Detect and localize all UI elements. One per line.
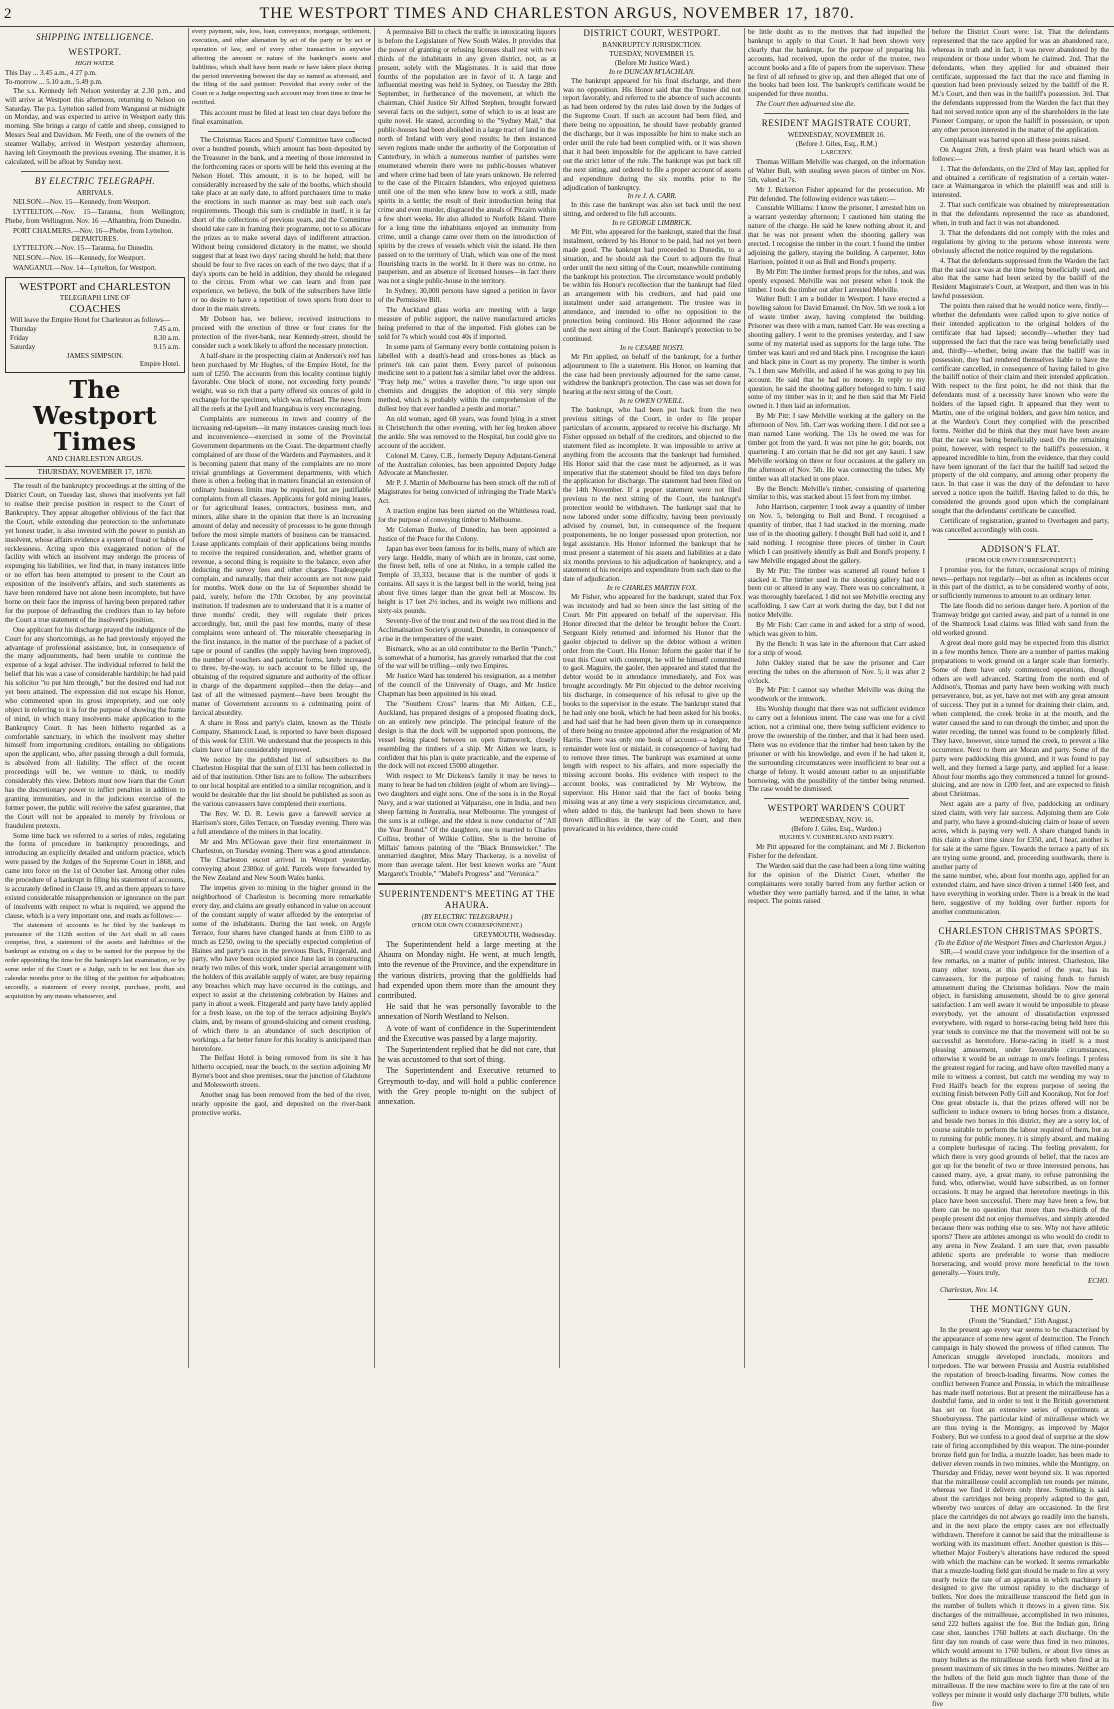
news-paragraph: Mr P. J. Martin of Melbourne has been struck off the roll of Magistrates for being convicted of infringing the Trade Mark's Act. (378, 479, 556, 506)
coach-ad-title: WESTPORT and CHARLESTON (19, 281, 171, 294)
warden-court-before: (Before J. Giles, Esq., Warden.) (791, 825, 882, 834)
superintendent-paragraph: The Superintendent held a large meeting at the Ahaura on Monday night. He went, at much length, into the revenue of the Province, and the expenditure in the various districts, proving that the goldfields had had expended upon them more than the amount they contributed. (378, 939, 556, 1000)
addisons-flat-correspondent: (FROM OUR OWN CORRESPONDENT.) (965, 556, 1076, 564)
warden-paragraph: Complainant was barred upon all these points raised. (940, 135, 1091, 144)
superintendent-paragraph: The Superintendent and Executive returned to Greymouth to-day, and will hold a public conference with the Grey people to-night on the subject of annexation. (378, 1066, 556, 1106)
page-number: 2 (4, 6, 12, 22)
warden-paragraph: Certificate of registration, granted to Overhagen and party, was cancelled accordingly with costs. (932, 516, 1109, 534)
coach-ad-hotel: Empire Hotel. (139, 360, 180, 369)
superintendent-paragraph: A vote of want of confidence in the Superintendent and the Executive was passed by a large majority. (378, 1023, 556, 1043)
divider (208, 131, 355, 132)
news-paragraph: In some parts of Germany every bottle containing poison is labelled with a death's-head and cross-bones as black as printer's ink can paint them. Every parcel of poisonous medicine sent to a patient has a similar label over the address. "Pray help me," writes a traveller there, "to urge upon our chemists and druggists the adoption of this very simple method, which is probably within the comprehension of the dullest boy that ever handled a pestle and mortar." (378, 342, 556, 414)
columns (2, 28, 1112, 1709)
rm-paragraph: By Mr Pitt: The timber formed props for the tubes, and was openly exposed. Melville was not present when I took the timber. I took the timber out after I arrested Melville. (748, 267, 925, 294)
warden-paragraph: The Warden said that the case had been a long time waiting for the opinion of the District Court, whether the complainants were totally barred from any further action or whether they were partially barred, and if the latter, in what respect. The points raised (748, 861, 925, 906)
case-text: The bankrupt appeared for his final discharge, and there was no opposition. His Honor said that the Trustee did not report favorably, and referred to the absence of such accounts as had been ordered by the rules laid down by the Judges of the Supreme Court. If such an account had been filed, and there being no opposition, he should have probably granted the discharge, but it was impossible for him to make such an order until the rule had been complied with, or it was shown that it had been impossible for the applicant to have carried out the strict letter of the rule. The bankrupt was put back till the next sitting, and ordered to file a proper account of assets and expenditure during the six months prior to the adjudication of bankruptcy. (563, 76, 741, 192)
superintendent-heading: SUPERINTENDENT'S MEETING AT THE AHAURA. (378, 889, 556, 911)
addisons-paragraph: A great deal more gold may be expected from this district in a few months hence. There are a number of parties making preparations to work ground on a larger scale than formerly. Some of them have only commenced operations, though others are well advanced. Starting from the north end of Addison's, Thomas and party have been working with much perseverance, but, as yet, have not met with any great amount of success. They put in a tunnel for draining their claim, and, when completed, the creek broke in at the mouth, and the water caused the sand to run through the timber, and upon the water receding, the tunnel was found to be completely filled. They have, however, since turned the creek, to prevent a like occurrence. Next to them are Moran and party. Some of the party were paddocking this ground, and it was found to pay well, and they formed a large party, and applied for a lease. About four months ago they commenced a tunnel for ground-sluicing, and are now in 1200 feet, and are expected to finish about Christmas. (932, 638, 1109, 799)
divider (764, 798, 909, 799)
warden-paragraph: On August 26th, a fresh plaint was heard which was as follows:— (932, 145, 1109, 163)
rm-paragraph: By Mr Pitt: I saw Melville working at the gallery on the afternoon of Nov. 5th. Carr was working there. I did not see a man named Lane working. The 13s he owed me was for timber got from the yard. It was not pine he got; boards, not quartering. I am certain that he did not get any kauri. I saw Melville working on three or four occasions at the gallery on the afternoon of Nov. 5th. He was connecting the tubes. My timber was all stacked in one place. (748, 412, 925, 483)
district-court-date: TUESDAY, NOVEMBER 15. (609, 49, 695, 58)
montigny-paragraph: In the present age every war seems to be characterised by the appearance of some new agent of destruction. The French campaign in Italy showed the prowess of rifled cannon. The American struggle developed ironclads, monitors and torpedoes. The war between Prussia and Austria established the reputation of breech-loading firearms. Now comes the conflict between France and Prussia, in which the mitrailleuse has made itself notorious. But at present the mitrailleuse has a doubtful fame, and in order to test it the British government has set on foot an extensive series of experiments at Shoeburyness. The particular kind of mitrailleuse which we are thus trying is the Montigny, as improved by Major Fosbery. But we confess to a good deal of surprise at the slow rate of firing accomplished by this weapon. The nine-pounder bronze field gun for India, a muzzle loader, has been made to deliver eleven rounds in two minutes, while the Montigny, on Thursday and Friday, never went beyond six. It was reported that the mitrailleuse could accomplish ten rounds per minute, whereas we find it delivers only three. Something is said about the cartridges not being properly adapted to the gun, whereby two sources of delay are occasioned. In the first place the cartridges do not always go readily into the barrels, and in the next place the empty cases are not effectually withdrawn. Therefore it cannot be said that the mitrailleuse is working with its maximum effect. Another question is this—whether Major Fosbery's alterations have reduced the speed with which the machine can be worked. It seems remarkable that a muzzle-loading field gun should be made to fire at very nearly twice the rate of an apparatus in which machinery is designed to give the utmost rapidity to the discharge of bullets. Nor does the mitrailleuse transcend the field gun in the number of bullets which it throws in a given time. Six discharges of the mitrailleuse, accomplished in two minutes, send 222 bullets against the foe. But the Indian gun, firing case shot, launches 1760 bullets at each discharge. On the first day ten rounds of case were thus fired in two minutes, which would amount to 1760 bullets, or about five times as many bullets as the mitrailleuse sends forth when fired at its present maximum of six times in the two minutes. Neither are the bullets of the field gun much lighter than those of the mitrailleuse. If the new machine were to fire at the rate of ten volleys per minute it would only discharge 370 bullets, while five (932, 1326, 1109, 1709)
addisons-paragraph: the same number, who, about four months ago, applied for an extended claim, and have since driven a tunnel 1400 feet, and have everything in working order. There is a break in the lead here, suggestive of my holding over further reports for another communication. (932, 872, 1109, 917)
warden-court-heading: WESTPORT WARDEN'S COURT (767, 803, 906, 814)
district-court-subheading: BANKRUPTCY JURISDICTION. (602, 41, 702, 49)
xmas-letter-paragraph: SIR,—I would crave your indulgence for the insertion of a few remarks, on a matter of public interest. Charleston, like many other towns, at this period of the year, has its canvassers, for the purpose of raising funds to furnish amusement during the Christmas holidays. Now the main object, in furnishing amusement, should be to give general satisfaction. I am well aware it would be impossible to please everybody, yet the amount of dissatisfaction expressed everywhere, with regard to horse-racing being held here this year tends to convince me that the movement will not be so successful as heretofore. Horse-racing in itself is a most pleasing amusement, under favourable circumstances, otherwise it would be an outrage to one's feelings. I profess the greatest regard for racing, and have often travelled many a mile to witness a contest, but catch me wending my way to Fred Haill's beach for the express purpose of seeing the exciting finish between Polly Gill and Koorakup, Not for Joe! One great obstacle is, that the prizes offered will not be sufficient to induce owners to bring horses from a distance, and beside two horses in this district, they are a sorry lot, of course suitable to perform the labour required of them, but as to running for public money, it is simply absurd, and making a complete burlesque of racing. The feeling prevalent, for which there is very good grounds of belief, that the races are got up for the benefit of two or three interested persons, has caused many, aye, a great many, to refuse patronising the fund, who, otherwise, would have subscribed, as on former occasions. It may be argued that heretofore meetings in this place have been successful. There may have been a few, but there can be no question that more than two-thirds of the people present did not enjoy themselves, and simply attended because there was nothing else to see. Why not have athletic sports? There are athletes amongst us who would do credit to any arena in New Zealand. I am sure that, even passable athletic sports are preferable to worse than mediocre horseracing, and would prove more beneficial to the town generally.—Yours truly, (932, 947, 1109, 1277)
superintendent-paragraph: The Superintendent replied that he did not care, that he was accustomed to that sort of thing. (378, 1044, 556, 1065)
warden-paragraph: 4. That the defendants suppressed from the Warden the fact that the said race was at the time being beneficially used, and also that the same had been seized by the bailiff of the Resident Magistrate's Court, at Westport, and then was in his lawful possession. (932, 256, 1109, 301)
news-paragraph: Another snag has been removed from the bed of the river, nearly opposite the gaol, and deposited on the river-bank protective works. (192, 1091, 371, 1117)
column-1 (2, 28, 188, 1368)
coach-advertisement (5, 277, 185, 373)
coach-ad-subtitle: TELEGRAPH LINE OF (59, 294, 131, 303)
coach-ad-owner: JAMES SIMPSON. (66, 351, 124, 360)
news-paragraph: Mr Coleman Burke, of Dunedin, has been appointed a Justice of the Peace for the Colony. (378, 525, 556, 543)
news-paragraph: The Charleston escort arrived in Westport yesterday, conveying about 2300oz of gold. Parcels were forwarded by the New Zealand and New South Wales banks. (192, 856, 371, 883)
news-paragraph: A permissive Bill to check the traffic in intoxicating liquors is before the Legislature of New South Wales. It provides that the power of granting or refusing licenses shall rest with two thirds of the inhabitants in any given district, not, as at present, solely with the Magistrates. It is said that three fourths of the population are in favor of it. A large and influential meeting was held in Sydney, on Tuesday the 28th September, in furtherance of the movement, at which the chairman, Chief Justice Sir Alfred Stephen, brought forward several facts on the subject, some of which to us at least are quite novel. He stated, according to the "Sydney Mail," that public-houses had been abolished in a large tract of land in the north of Ireland with very good results; he then instanced seven regions made under the authority of the Corporation of Canterbury, in which a numerous number of parishes were enumerated wherein there were no public-houses whatever and where crime had been of late years unknown. He referred to the case of the Pitcairn Islanders, who enjoyed quietness until one of the men who knew how to work a still, made spirits in a kettle; the result of their introduction being that crime and even murder, disgraced the annals of Pitcairn within a few short weeks. He also alluded to Norfolk Island. There for a long time the inhabitants enjoyed an immunity from crime, until a change came over them on the introduction of spirits by the crews of vessels which visit the island. He then passed on to the territory of Utah, which was one of the most flourishing tracts in the world. In it there was no crime, no pauperism, and an absence of licensed houses—in fact there was not a single public-house in the territory. (378, 28, 556, 286)
rm-paragraph: His Worship thought that there was not sufficient evidence to carry out a felonious intent. The case was one for a civil action, not a criminal one, there being sufficient evidence to prove the ownership of the timber, and that it had been used. There was no evidence that the timber had been taken by the prisoner or with his knowledge, and even if he had taken it, the surrounding circumstances were insufficient to bear out a charge of felony. It would amount rather to an unjustifiable borrowing, with the possibility of the timber being returned. The case would be dismissed. (748, 705, 925, 794)
editorial-dateline: THURSDAY, NOVEMBER 17, 1870. (5, 466, 185, 479)
warden-court-case: HUGHES V. CUMBERLAND AND PARTY. (779, 834, 894, 842)
column-4 (559, 28, 744, 1368)
news-paragraph: We notice by the published list of subscribers to the Charleston Hospital that the sum of £131 has been collected in aid of that institution. Other lists are to follow. The subscribers to our local hospital are entitled to a similar recognition, and it would be desirable that the list should be published as soon as the various canvassers have completed their exertions. (192, 755, 371, 809)
warden-paragraph: Mr Pitt appeared for the complainant, and Mr J. Bickerton Fisher for the defendant. (748, 843, 925, 860)
westport-heading: WESTPORT. (68, 47, 122, 57)
news-paragraph: Bismarck, who as an old contributor to the Berlin "Punch," is somewhat of a humorist, has gravely remarked that the cost of the war will be trifling—only two Empires. (378, 644, 556, 671)
news-paragraph: A traction engine has been started on the Whittlesea road, for the purpose of conveying timber to Melbourne. (378, 507, 556, 524)
case-title: In re CESARE NOSTI. (620, 343, 684, 352)
rm-paragraph: By Mr Pitt: I cannot say whether Melville was doing the woodwork or the ironwork. (748, 686, 925, 704)
addisons-paragraph: I promise you, for the future, occasional scraps of mining news—perhaps not regularly—but as often as incidents occur in this part of the district, as to be considered worthy of note, or sufficiently numerous to amount to an ordinary letter. (932, 565, 1109, 601)
case-text: Mr Pitt, who appeared for the bankrupt, stated that the final instalment, ordered by his Honor to be paid, had not yet been made good. The bankrupt had proceeded to Dunedin, to a situation, and he should ask the Court to adjourn the final order until the next sitting of the Court, meanwhile continuing the bankrupt his protection. The circumstance would probably be within his Honor's recollection that the bankrupt had filed an arrangement with his creditors, and had paid one instalment under said arrangement. The trustee was in attendance, and intended to offer no opposition to the protection being continued. His Honor adjourned the case until the next sitting of the Court. Bankrupt's protection to be continued. (563, 228, 741, 343)
coach-ad-word: COACHES (69, 302, 121, 315)
divider (21, 171, 169, 172)
arrival-entry: LYTTELTON.—Nov. 15—Taranna, from Wellington; Phebe, from Wellington. Nov. 16 —Alhambra, from Dunedin. (5, 207, 185, 225)
case-text: Mr Fisher, who appeared for the bankrupt, stated that Fox was incustody and had so been since the last sitting of the Court. Mr Pitt appeared on behalf of the supervisor. His Honor directed that the debtor be brought before the Court. Sergeant Kiely returned and informed his Honor that the gaoler objected to deliver up the debtor without a written order from the Court. His Honor: Inform the gaoler that if he treat this Court with contempt, he will be himself committed to gaol. Maguire, the gaoler, then appeared and stated that the debtor would be in attendance immediately, and Fox was brought accordingly. Mr Pitt objected to the debtor receiving his discharge, in consequence of his refusal to give up the books to the supervisor in the estate. The bankrupt stated that he had only one book, which he had been asked for his books, and had said that he had been given them up in consequence of there being no trustee appointed after the resignation of Mr Harris. There was only one book of account—a ledger, the remainder were lost or mislaid, in consequence of having had to remove three times. The bankrupt was examined at some length with respect to his affairs, and more especially the missing account books. His evidence with respect to the account books, was contradicted by Mr Wybrow, the supervisor. His Honor said that the fact of books being missing was at any time a very suspicious circumstance, and, when added to this, the bankrupt had been shown to have thrown difficulties in the way of the Court, and then prevaricated in his evidence, there could (563, 593, 741, 833)
warden-paragraph: 1. That the defendants, on the 23rd of May last, applied for and obtained a certificate of registration of a certain water-race at Waimangaroa in which the plaintiff was and still is interested. (932, 164, 1109, 200)
news-paragraph: An old woman, aged 68 years, was found lying in a street in Christchurch the other evening, with her leg broken above the ankle. She was removed to the Hospital, but could give no account of the accident. (378, 414, 556, 450)
xmas-letter-signature: ECHO. (1087, 1277, 1109, 1286)
warden-court-date: WEDNESDAY, NOV. 16. (799, 816, 874, 825)
news-paragraph: Seventy-five of the trout and two of the sea trout died in the Acclimatisation Society's ground, Dunedin, in consequence of a rise in the temperature of the water. (378, 616, 556, 643)
coach-time-row: Saturday 9.15 a.m. (10, 342, 180, 351)
warden-paragraph: The points then raised that he would notice were, firstly—whether the defendants were called upon to give notice of their intended application to the original holders of the certificate that had lapsed; secondly—whether they had suppressed the fact that the race was being beneficially used and, thirdly—whether, being aware that the bailiff was in possession, they had rendered themselves liable to have the certificate cancelled, in consequence of having failed to give the bailiff notice of their claim and their intended application. With respect to the first point, he did not think that the defendants must of a necessity have known who were the holders of the lapsed right. It appeared that they went to Martin, one of the original holders, and gave him notice, and at the Warden's Court they complied with the prescribed forms. Neither did he think that they must have been aware that the race was being beneficially used. On the remaining point, however, with respect to the bailiff's possession, it appeared incredible to him, from the evidence, that they could have been ignorant of the fact that the bailiff had seized the property of the old company, and among other property the race. In that case it was the duty of the defendant to have served a notice upon the bailiff. Having failed to do this, he considered the grounds good upon which the complainant sought that the defendants' certificate be cancelled. (932, 302, 1109, 516)
departure-entry: NELSON.—Nov. 16—Kennedy, for Westport. (13, 254, 146, 263)
rm-paragraph: John Harrison, carpenter: I took away a quantity of timber on Nov. 5, belonging to Bull and Bond. I recognised a quantity of timber, that I had stacked in the morning, made use of in the shooting gallery. I thought Bull had sold it, and I said nothing. I recognise three pieces of timber in Court which I can positively identify as Bull and Bond's property. I saw Melville engaged about the gallery. (748, 503, 925, 565)
rm-paragraph: Thomas William Melville was charged, on the information of Walter Bull, with stealing seven pieces of timber on Nov. 5th, valued at 7s. (748, 157, 925, 184)
arrivals-heading: ARRIVALS. (76, 188, 114, 197)
addisons-paragraph: The late floods did no serious danger here. A portion of the Tramway bridge got carried away, and part of a tunnel in one of the Shamrock Lead claims was filled with sand from the old worked ground. (932, 602, 1109, 637)
page-header (0, 0, 1114, 27)
court-closing: The Court then adjourned sine die. (756, 100, 856, 109)
editorial-paragraph: Some time back we referred to a series of rules, regulating the forms of procedure in bankruptcy proceedings, and introducing an explicitly detailed and uniform practice, which were passed by the Judges of the Supreme Court in 1868, and came into force on the 1st of October last. Among other rules the procedure of a bankrupt in filing his statement of accounts, is accurately defined in Clause 19, and as there appears to have existed considerable misapprehension or ignorance on the part of insolvents with respect to what is required, we append the clause, which is a very important one, and reads as follows:— (5, 831, 185, 920)
shipping-text: The s.s. Kennedy left Nelson yesterday at 2.30 p.m., and will arrive at Westport this afternoon, returning to Nelson on Saturday. The p.s. Lyttelton sailed from Wanganui at midnight on Monday, and was expected to arrive in Westport early this morning. She brings a cargo of cattle and sheep, consigned to Messrs Seal and Davidson. Mr Feeth, one of the owners of the steamer Wallaby, arrived in Westport yesterday afternoon, having left Greymouth the previous evening. The steamer, it is calculated, will be afloat by Sunday next. (5, 86, 185, 166)
rm-court-before: (Before J. Giles, Esq., R.M.) (795, 140, 878, 149)
news-paragraph: Colonel M. Carey, C.B., formerly Deputy Adjutant-General of the Australian colonies, has been appointed Deputy Judge Advocate at Manchester. (378, 451, 556, 478)
editorial-paragraph: The result of the bankruptcy proceedings at the sitting of the District Court, on Tuesday last, shows that insolvents yet fail to realise their precise position in respect to the Court of Bankruptcy. They appear altogether oblivious of the fact that the Court, while extending due protection to the unfortunate yet honest trader, is also invested with the power to punish an insolvent, whose affairs evidence a system of fraud or habits of recklessness. Acting upon this exaggerated notion of the facility with which an insolvent may undergo the process of expunging his liabilities, we find that, in many instances little or no effort has been attempted to present to the Court an exposition of the insolvent's affairs, and such statements as have been rendered have not alone been incomplete, but have borne on their face the impress of having been prepared rather for the purpose of defrauding the creditors than to lay before the Court a true statement of the insolvent's position. (5, 482, 185, 624)
addisons-flat-heading: ADDISON'S FLAT. (980, 543, 1061, 554)
page-header-title: THE WESTPORT TIMES AND CHARLESTON ARGUS, NOVEMBER 17, 1870. (259, 5, 855, 22)
rm-paragraph: John Oakley stated that he saw the prisoner and Carr erecting the tubes on the afternoon of Nov. 5; it was after 2 o'clock. (748, 658, 925, 685)
departures-heading: DEPARTURES. (71, 235, 119, 244)
warden-paragraph: 2. That such certificate was obtained by misrepresentation in that the defendants represented the race as abandoned, when, in truth and fact it was not abandoned. (932, 201, 1109, 228)
superintendent-telegraph-label: (BY ELECTRIC TELEGRAPH.) (421, 913, 513, 922)
tide-line: To-morrow ... 5.10 a.m., 5.49 p.m. (5, 77, 103, 86)
news-paragraph: A half-share in the prospecting claim at Anderson's reef has been purchased by Mr Hughes, of the Empire Hotel, for the sum of £250. The accounts from this locality continue highly favorable. One block of stone, not exceeding forty pounds' weight, was so rich that a party offered six ounces of gold in exchange for the specimen, which was refused. The news from all the reefs at the Lyell and Inangahua is very encouraging. (192, 351, 371, 414)
news-paragraph: Japan has ever been famous for its bells, many of which are very large. Heddle, many of which are in bronze, cast some, the finest bell, tells of one at Ninko, in a temple called the Temple of 33,333, because that is the number of gods it contains. All says it is the largest bell in the world, being just about five times larger than the great bell at Moscow. Its height is 17 feet 2½ inches, and its weight two millions and sixty-six pounds. (378, 544, 556, 615)
rm-court-date: WEDNESDAY, NOVEMBER 16. (787, 131, 886, 140)
tide-line: This Day ... 3.45 a.m., 4 27 p.m. (5, 68, 97, 77)
news-paragraph: In Sydney, 30,000 persons have signed a petition in favor of the Permissive Bill. (378, 287, 556, 305)
divider (948, 1299, 1093, 1300)
editorial-paragraph: The statement of accounts to be filed by the bankrupt in pursuance of the 112th section of the Act shall in all cases comprise, first, a statement of the assets and liabilities of the bankrupt as existing on a day to be named for the purpose by the order appointing the time for the bankrupt's last examination, or by some order of the Court or a Judge, such to be not less than six calendar months prior to the filing of the petition for adjudication; secondly, a statement of every receipt, purchase, profit, and acquisition by any means whatsoever, and (5, 921, 185, 1000)
case-text: In this case the bankrupt was also set back until the next sitting, and ordered to file full accounts. (563, 201, 741, 219)
warden-paragraph: 3. That the defendants did not comply with the rules and regulations by giving to the persons whose interests were obviously affected the notice required by the regulations. (932, 228, 1109, 255)
montigny-source: (From the "Standard," 15th August.) (968, 1317, 1073, 1326)
news-paragraph: The Belfast Hotel is being removed from its site it has hitherto occupied, near the beach, to the section adjoining Mr Byrne's boot and shoe premises, near the junction of Gladstone and Molesworth streets. (192, 1054, 371, 1090)
news-paragraph: The impetus given to mining in the higher ground in the neighborhood of Charleston is becoming more remarkable every day, and claims are greatly enhanced in value on account of the constant supply of water afforded by the enterprise of some of the inhabitants. During the last week, on Argyle Terrace, four shares have changed hands at from £100 to as much as £250, owing to the specially expected completion of Haines and party's race in the previous Buck, Fitzgerald, and party, who have been occupied since June last in constructing nearly two miles of this work, under special arrangement with the holders of this available supply of water, are busy repairing any breaches which may have occurred in the cuttings, and expect to assist at the christening celebration by Haines and party in about a week. Fitzgerald and party have lately applied for a fresh lease, on the top of the terrace adjoining Boyle's claim, and, by means of ground-sluicing and cement crushing, of which there is an abundance of such description of workings, a far better future for this locality is anticipated than heretofore. (192, 884, 371, 1053)
superintendent-paragraph: He said that he was personally favorable to the annexation of North Westland to Nelson. (378, 1002, 556, 1022)
rm-paragraph: By the Bench: It was late in the afternoon that Carr asked for a strip of wood. (748, 639, 925, 657)
column-2 (188, 28, 374, 1368)
addisons-paragraph: Next again are a party of five, paddocking an ordinary sized claim, with very fair success. Adjoining them are Cole and party, who have a ground-sluicing claim or lease of seven acres, which is paying very well. A share changed hands in this claim a short time since for £350, and, I hear, another is for sale at the same figure. Towards the terrace a party of six are trying some ground, and, proceeding southwards, there is another party of (932, 800, 1109, 871)
editorial-continued: every payment, sale, loss, loan, conveyance, mortgage, settlement, execution, and other alienation by act of the party or by act or operation of law, and of every other transaction in anywise affecting the amount or nature of the bankrupt's assets and liabilities, which shall have been made or have taken place during the period intervening between the day so named as aforesaid, and the filing of the said petition: Provided that every order of the Court or a Judge respecting such account may from time to time be rectified. (192, 28, 371, 107)
arrival-entry: PORT CHALMERS.—Nov. 16—Phebe, from Lyttelton. (13, 226, 174, 235)
news-paragraph: The "Southern Cross" learns that Mr Aitken, C.E., Auckland, has prepared designs of a proposed floating dock, on an entirely new principle. The principal feature of the design is that the dock will be supported upon pontoons, the vessel being placed between on open framework, closely resembling the timbers of a ship. Mr Aitken we learn, is confident that his plan is quite practicable, and the expense of the dock will not exceed £5000 altogether. (378, 700, 556, 771)
newspaper-subtitle: AND CHARLESTON ARGUS. (46, 454, 144, 464)
district-court-heading: DISTRICT COURT, WESTPORT. (583, 28, 721, 38)
rm-paragraph: Mr J. Bickerton Fisher appeared for the prosecution. Mr Pitt defended. The following evidence was taken:— (748, 185, 925, 203)
divider (948, 539, 1093, 540)
departure-entry: LYTTELTON.—Nov. 15—Taranna, for Dunedin. (13, 244, 154, 253)
news-paragraph: The Christmas Races and Sports' Committee have collected over a hundred pounds, which amount has been deposited by the Treasurer in the bank, and a meeting of those interested in the forthcoming races or sports will be held this evening at the Nelson Hotel. This amount, it is to be hoped, will be considerably increased by the sale of the booths, which should take place at an early date, to afford purchasers time to make the erections in such manner as may best suit each one's requirements. Though this sum is creditable in itself, it is far short of the collections of previous years, and the Committee should take care in framing their programme, not to so allocate the prizes as to make several days of indifferent attraction. Without being considered dictatory in the matter, we should suggest that at least two days' racing should be held; that there should be four to five races on each of the two days; that if a day's sports can be held in addition, they should be relegated to the circus. From what we can learn and from past experience, we believe, the bulk of the subscribers have little or no desire to have a repetition of town sports from door to door in the main streets. (192, 135, 371, 314)
district-court-before: (Before Mr Justice Ward.) (614, 58, 690, 67)
column-5 (744, 28, 928, 1368)
divider (378, 883, 556, 885)
case-title: In re DUNCAN M'LACHLAN. (609, 67, 695, 76)
arrival-entry: NELSON.—Nov. 15—Kennedy, from Westport. (13, 197, 151, 206)
column-6 (928, 28, 1112, 1709)
coach-ad-text: Will leave the Empire Hotel for Charleston as follows— (10, 315, 171, 324)
divider (764, 113, 909, 114)
news-paragraph: Complaints are numerous in town and country of the increasing red-tapeism—in many instances causing much loss and inconvenience—exercised in some of the Provincial Government departments on the Coast. The department chiefly complained of are those of the Wardens and Paymasters, and it is becoming patent that many of the complaints are no more trivial grumblings at Government departments, with which there is often a feeling that in matters financial an extension of ordinary business limits may be required, but are justifiable complaints from all classes. Applicants for gold mining leases, or for agricultural leases, contractors, business men, and miners, alike share in the opinion that there is an increasing amount of delay and necessity of processes to be gone through before the most simple matters of business can be transacted. Lease applicants complain of their applications being months to receive the required consideration, and, whether grants of revenue, a second thing is requisite to the balance, even after deducting the survey fees and other charges. Tradespeople complain, and naturally, that their accounts are not now paid for months. Work done on the 1st of September should be paid, surely, before the 17th October, by any provincial institution. If tradesmen are to understand that it is a matter of three months' credit, they will regulate their prices accordingly, but, until the past few months, many of these complaints were unheard of. The miserable cheeseparing in the first instance, in the matter of the purchase of a packet of tape or pound of candles (the supply having been improved), the number of vouchers and particular forms, lately increased to three, by-the-way, to each account to be filled up, the obtaining of the required signature and authority of the officer in charge of the department supplied—then the delay—and last of all the witnessed payment—have been brought the matter of Government accounts to a culminating point of farcical absurdity. (192, 415, 371, 717)
editorial-continued: This account must be filed at least ten clear days before the final examination. (192, 109, 371, 127)
news-paragraph: A share in Ross and party's claim, known as the Thistle Company, Shamrock Lead, is reported to have been disposed of this week for £310. We understand that the prospects in this claim have of late considerably improved. (192, 718, 371, 754)
departure-entry: WANGANUI.—Nov. 14—Lyttelton, for Westport. (13, 264, 157, 273)
montigny-heading: THE MONTIGNY GUN. (970, 1304, 1071, 1315)
xmas-sports-address: (To the Editor of the Westport Times and Charleston Argus.) (935, 939, 1106, 947)
case-title: In re J. A. CARR. (627, 192, 677, 201)
coach-time-row: Friday 8.30 a.m. (10, 333, 180, 342)
superintendent-dateline: GREYMOUTH, Wednesday. (473, 931, 556, 939)
rm-paragraph: By Mr Pitt: The timber was scattered all round before I stacked it. The timber used in the shooting gallery had not been cut or altered in any way. There was no concealment, it was thoroughly barefaced. I did not see Melville erecting any scaffolding. I saw Carr at work during the day, but I did not notice Melville. (748, 566, 925, 620)
divider (948, 921, 1093, 922)
superintendent-correspondent-label: (FROM OUR OWN CORRESPONDENT.) (411, 922, 523, 930)
case-text: The bankrupt, who had been put back from the two previous sittings of the Court, in order to file proper particulars of accounts, appeared to receive his discharge. Mr Fisher opposed on behalf of the creditors, and objected to the statement filed as incomplete. It was impossible to arrive at anything from the accounts that the bankrupt had furnished. His Honor said that the case must be adjourned, as it was imperative that the statement should be filed ten days before the application for discharge. The statement had been filed on the 14th November. If a proper statement were not filed previous to the next sitting of the Court, the bankrupt's protection would be withdrawn. The bankrupt said that he now labored under some difficulty, having been previously advised by counsel, but, in consequence of the frequent postponements, he no longer possessed upon protection, nor legal assistance. His Honor informed the bankrupt that he must present a statement of his assets and liabilities at a date six months previous to his adjudication of bankruptcy, and a statement of his receipts and expenditure from such date to the date of adjudication. (563, 406, 741, 584)
coach-time-row: Thursday 7.45 a.m. (10, 324, 180, 333)
rm-paragraph: By Mr Fish: Carr came in and asked for a strip of wood, which was given to him. (748, 621, 925, 638)
shipping-heading: SHIPPING INTELLIGENCE. (35, 32, 154, 42)
news-paragraph: The Auckland glass works are meeting with a large measure of public support, the native manufactured articles being preferred to that of the imported. Fish globes can be sold for 7s which would cost 40s if imported. (378, 306, 556, 341)
newspaper-masthead: The Westport Times (33, 375, 157, 457)
case-text: Mr Pitt applied, on behalf of the bankrupt, for a further adjournment to file a statement. His Honor, on learning that the case had been previously adjourned for the same cause, withdrew the bankrupt's protection. The case was set down for hearing at the next sitting of the Court. (563, 352, 741, 397)
news-paragraph: The Rev. W. D. R. Lewis gave a farewell service at Harrison's store, Giles Terrace, on Tuesday evening. There was a full attendance of the miners in that locality. (192, 809, 371, 836)
court-continued: be little doubt as to the motives that had impelled the bankrupt to apply to that Court. It had been shown very clearly that the bankrupt, for the purpose of preparing his accounts, had received, upon the order of the trustee, two account books and a file of papers from the supervisor. These he first of all refused to give up, and then alleged that one of the books had been lost. The bankrupt's certificate would be suspended for three months. (748, 28, 925, 99)
xmas-letter-date: Charleston, Nov. 14. (940, 1286, 999, 1295)
rm-paragraph: Constable Williams: I know the prisoner, I arrested him on a warrant yesterday afternoon; I cautioned him stating the nature of the charge. He said he knew nothing about it, and that he was not present when the shooting gallery was erected. I recognise the timber in the court. I found the timber adjoining the gallery, staying the building. A carpenter, John Harrison, pointed it out as Bull and Bond's property. (748, 204, 925, 266)
editorial-paragraph: One applicant for his discharge prayed the indulgence of the Court for any shortcomings, as he had previously enjoyed the advantage of professional assistance, but, in consequence of the many adjournments, had been unable to continue the expense of a legal adviser. The individual referred to held the belief that his was a case of considerable hardship; he had paid his solicitor "to put him through," but the desired end had not yet been attained. The expression did not escape his Honor, who commented upon its gross impropriety, and our only object in referring to it is for the purpose of showing the frame of mind, in which many insolvents make application to the Bankruptcy Court. It has been hitherto regarded as a comfortable sanctuary, in which the insolvent may shelter himself from importuning creditors, entailing no obligations upon the applicant, who, after passing through a dull formula, is absolved from all liability. The effect of the recent proceedings will be, we venture to think, to modify considerably this view. Debtors must now learn that the Court has the discretionary power to inflict penalties in addition to granting immunities, and in the judicious exercise of the former power, the public will receive the safest guarantee, that the Court will not be appealed to merely by frivolous or fraudulent pretexts. (5, 625, 185, 830)
high-water-label: HIGH WATER. (75, 60, 115, 67)
case-title: In re GEORGE LIMBRICK. (612, 219, 692, 228)
case-title: In re CHARLES MARTIN FOX. (606, 584, 698, 593)
telegraph-heading: BY ELECTRIC TELEGRAPH. (34, 175, 156, 186)
news-paragraph: With respect to Mr Dickens's family it may be news to many to hear he had ten children (eight of whom are living)—two daughters and eight sons. One of the sons is in the Royal Navy, and a war stationed at Valparaiso, one in India, and two sheep farming in Australia, near Melbourne. The youngest of the sons is at college, and the eldest is now conductor of "All the Year Round." Of the daughters, one is married to Charles Collins, brother of Wilkie Collins. She is the heroine of Millais' famous painting of the "Black Brunswicker." The unmarried daughter, Miss Mary Thackeray, is a novelist of more than average talent. Her best known works are "Aunt Margaret's Trouble," "Mabel's Progress" and "Veronica." (378, 772, 556, 879)
xmas-sports-heading: CHARLESTON CHRISTMAS SPORTS. (938, 926, 1103, 936)
news-paragraph: Mr and Mrs M'Gowan gave their first entertainment in Charleston, on Tuesday evening. There was a good attendance. (192, 837, 371, 855)
case-title: In re OWEN O'NEILL. (619, 397, 685, 406)
news-paragraph: Mr Dobson has, we believe, received instructions to proceed with the erection of three or four crates for the protection of the river-bank, near Kennedy-street, should be consider such a work likely to afford the necessary protection. (192, 315, 371, 350)
rm-court-subheading: LARCENY. (820, 148, 853, 156)
rm-paragraph: By the Bench: Melville's timber, consisting of quartering similar to this, was stacked about 15 feet from my timber. (748, 484, 925, 502)
rm-paragraph: Walter Bull: I am a builder in Westport. I have erected a bowling saloon for David Emanuel. On Nov. 5th we took a lot of waste timber away, having completed the building. Prisoner was there with a man, named Carr. He was erecting a shooting gallery. I went to the premises yesterday, and I saw some of my material used as supports for the large tube. The timber was kauri and red and black pine. I recognise the kauri and black pine in Court as my property. The timber is worth 7s. I then saw Melville, and asked if he was going to pay his account. He said that he had no money. In reply to my question, he said the shooting gallery belonged to him. I said some of my timber was in it; and he then said that Mr Field owned it. I then laid an information. (748, 295, 925, 411)
column-3 (374, 28, 559, 1368)
warden-paragraph: before the District Court were: 1st. That the defendants represented that the race applied for was an abandoned race, whereas in truth and in fact, it was never abandoned by the respondent or those under whom he claimed. 2nd. That the defendants, when they applied for and obtained their certificate, suppressed the fact that the race and flaming in question had been previously seized by the bailiff of the R. M.'s Court, and then was in the bailiff's possession. 3rd. That the defendants suppressed from the Warden the fact that they had not served notice upon any of the shareholders in the late Pioneer Company, or upon the bailiff in possession, or upon any other person interested in the matter of the application. (932, 28, 1109, 134)
news-paragraph: Mr Justice Ward has tendered his resignation, as a member of the council of the University of Otago, and Mr Justice Chapman has been appointed in his stead. (378, 672, 556, 699)
rm-court-heading: RESIDENT MAGISTRATE COURT. (761, 118, 912, 129)
